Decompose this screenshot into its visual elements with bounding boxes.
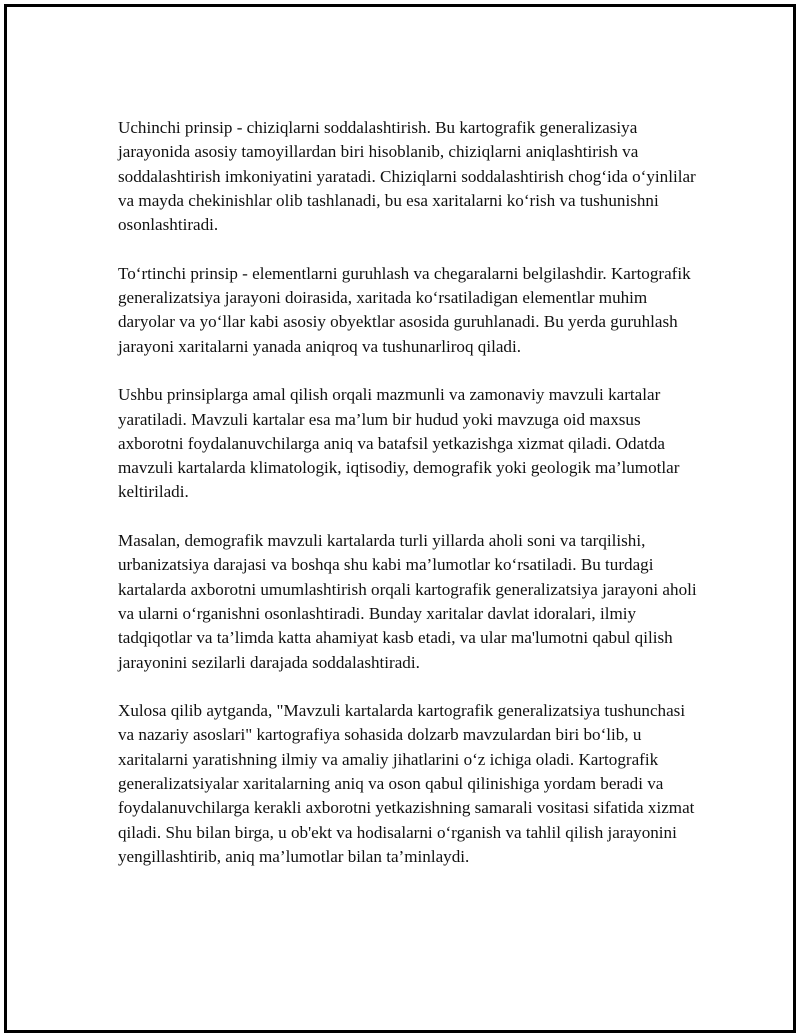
- paragraph-conclusion: Xulosa qilib aytganda, "Mavzuli kartalarda kartografik generalizatsiya tushunchasi va nazariy asoslari" kartografiya sohasida dolzarb mavzulardan biri bo‘lib, u xaritalarni yaratishning ilmiy va amaliy jihatlarini o‘z ichiga oladi. Kartografik generalizatsiyalar xaritalarning aniq va oson qabul qilinishiga yordam beradi va foydalanuvchilarga kerakli axborotni yetkazishning samarali vositasi sifatida xizmat qiladi. Shu bilan birga, u ob'ekt va hodisalarni o‘rganish va tahlil qilish jarayonini yengillashtirib, aniq ma’lumotlar bilan ta’minlaydi.: [118, 701, 695, 866]
- document-body: [118, 116, 698, 869]
- paragraph-fourth-principle: To‘rtinchi prinsip - elementlarni guruhlash va chegaralarni belgilashdir. Kartografik generalizatsiya jarayoni doirasida, xaritada ko‘rsatiladigan elementlar muhim daryolar va yo‘llar kabi asosiy obyektlar asosida guruhlanadi. Bu yerda guruhlash jarayoni xaritalarni yanada aniqroq va tushunarliroq qiladi.: [118, 263, 691, 356]
- paragraph-thematic-maps: Ushbu prinsiplarga amal qilish orqali mazmunli va zamonaviy mavzuli kartalar yaratiladi. Mavzuli kartalar esa ma’lum bir hudud yoki mavzuga oid maxsus axborotni foydalanuvchilarga aniq va batafsil yetkazishga xizmat qiladi. Odatda mavzuli kartalarda klimatologik, iqtisodiy, demografik yoki geologik ma’lumotlar keltiriladi.: [118, 385, 680, 502]
- paragraph-third-principle: Uchinchi prinsip - chiziqlarni soddalashtirish. Bu kartografik generalizasiya jarayonida asosiy tamoyillardan biri hisoblanib, chiziqlarni aniqlashtirish va soddalashtirish imkoniyatini yaratadi. Chiziqlarni soddalashtirish chog‘ida o‘yinlilar va mayda chekinishlar olib tashlanadi, bu esa xaritalarni ko‘rish va tushunishni osonlashtiradi.: [118, 118, 696, 235]
- paragraph-demographic-example: Masalan, demografik mavzuli kartalarda turli yillarda aholi soni va tarqilishi, urbanizatsiya darajasi va boshqa shu kabi ma’lumotlar ko‘rsatiladi. Bu turdagi kartalarda axborotni umumlashtirish orqali kartografik generalizatsiya jarayoni aholi va ularni o‘rganishni osonlashtiradi. Bunday xaritalar davlat idoralari, ilmiy tadqiqotlar va ta’limda katta ahamiyat kasb etadi, va ular ma'lumotni qabul qilish jarayonini sezilarli darajada soddalashtiradi.: [118, 531, 697, 672]
